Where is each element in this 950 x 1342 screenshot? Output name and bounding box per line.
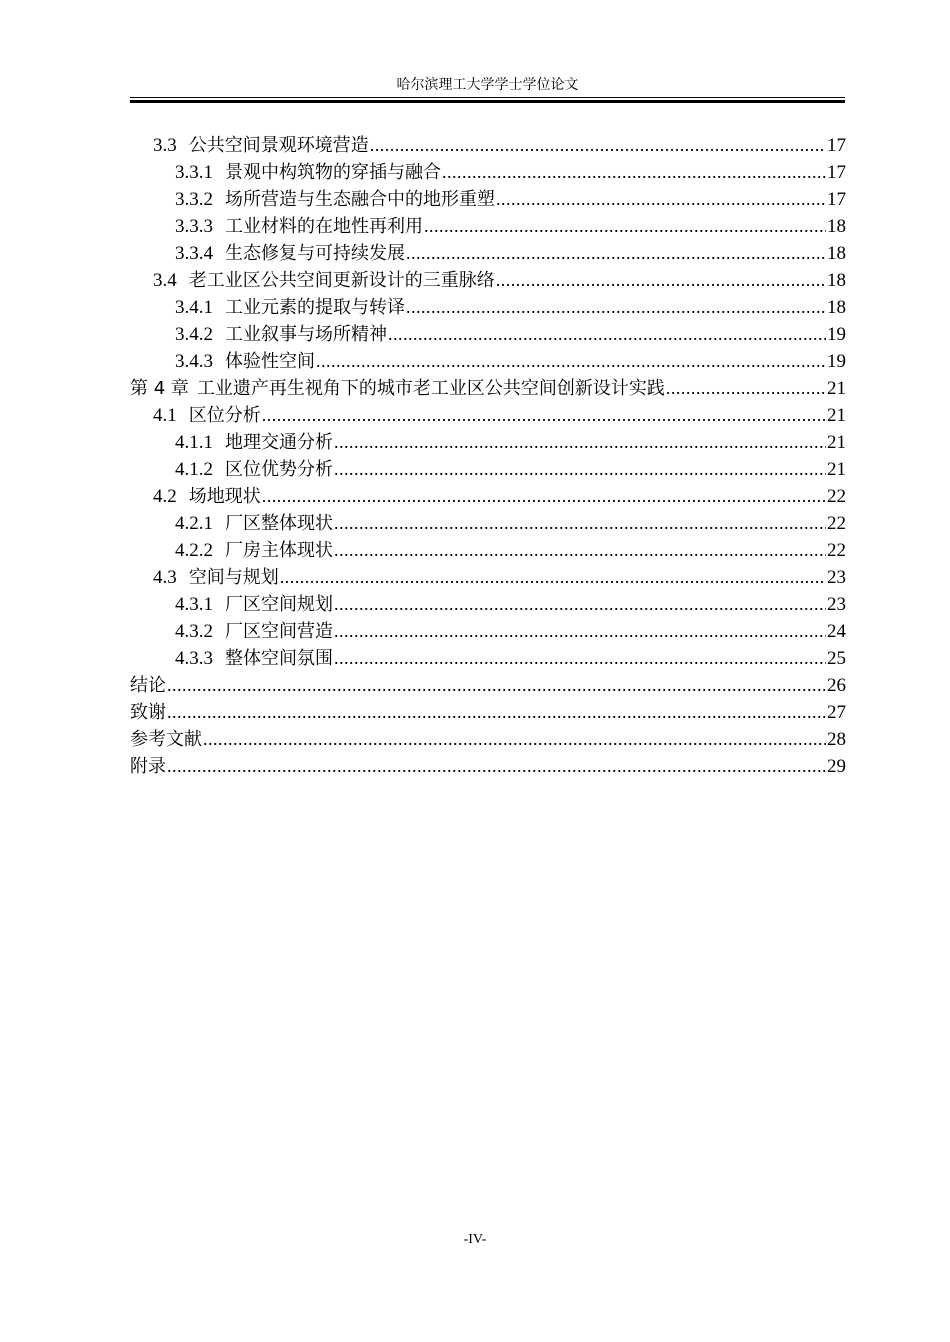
toc-dot-leader [280, 564, 826, 591]
toc-entry-page: 21 [827, 378, 846, 399]
toc-entry-number: 4.3 [153, 567, 177, 588]
toc-entry[interactable] [130, 699, 846, 726]
toc-entry-page: 18 [827, 270, 846, 291]
toc-entry-title: 地理交通分析 [225, 432, 333, 453]
toc-entry[interactable] [130, 564, 846, 591]
toc-entry[interactable] [130, 267, 846, 294]
toc-entry[interactable] [130, 186, 846, 213]
toc-entry-title: 场所营造与生态融合中的地形重塑 [225, 189, 495, 210]
toc-entry[interactable] [130, 483, 846, 510]
toc-entry-number: 3.4.1 [175, 297, 213, 318]
toc-entry[interactable] [130, 321, 846, 348]
toc-entry-title: 结论 [130, 675, 166, 696]
toc-entry-title: 工业遗产再生视角下的城市老工业区公共空间创新设计实践 [196, 378, 665, 399]
toc-dot-leader [262, 483, 826, 510]
toc-entry-page: 18 [827, 216, 846, 237]
toc-entry[interactable] [130, 726, 846, 753]
toc-entry-title: 工业材料的在地性再利用 [225, 216, 423, 237]
toc-entry-title: 区位优势分析 [225, 459, 333, 480]
toc-dot-leader [370, 132, 826, 159]
toc-dot-leader [666, 375, 826, 402]
toc-entry-number: 3.3.1 [175, 162, 213, 183]
toc-entry-number: 3.4.2 [175, 324, 213, 345]
toc-entry[interactable] [130, 375, 846, 402]
toc-entry[interactable] [130, 429, 846, 456]
toc-entry-page: 29 [827, 756, 846, 777]
toc-entry-title: 工业叙事与场所精神 [225, 324, 387, 345]
toc-dot-leader [424, 213, 826, 240]
toc-entry-number: 4.2 [153, 486, 177, 507]
toc-entry-page: 26 [827, 675, 846, 696]
toc-entry-page: 19 [827, 324, 846, 345]
toc-entry-page: 18 [827, 297, 846, 318]
toc-entry[interactable] [130, 618, 846, 645]
toc-dot-leader [334, 645, 826, 672]
table-of-contents [130, 132, 846, 780]
running-header: 哈尔滨理工大学学士学位论文 [396, 77, 579, 93]
toc-entry-number: 3.3.2 [175, 189, 213, 210]
toc-entry-page: 18 [827, 243, 846, 264]
toc-entry-title: 景观中构筑物的穿插与融合 [225, 162, 441, 183]
toc-dot-leader [388, 321, 826, 348]
toc-entry[interactable] [130, 510, 846, 537]
toc-entry[interactable] [130, 159, 846, 186]
toc-entry-title: 厂区空间营造 [225, 621, 333, 642]
toc-entry[interactable] [130, 591, 846, 618]
toc-entry-title: 场地现状 [188, 486, 261, 507]
toc-entry-title: 工业元素的提取与转译 [225, 297, 405, 318]
toc-dot-leader [406, 294, 826, 321]
toc-entry-page: 17 [827, 162, 846, 183]
toc-entry-title: 厂房主体现状 [225, 540, 333, 561]
toc-entry-number: 4.2.2 [175, 540, 213, 561]
toc-entry-page: 25 [827, 648, 846, 669]
toc-entry-title: 厂区整体现状 [225, 513, 333, 534]
toc-dot-leader [442, 159, 826, 186]
toc-entry[interactable] [130, 672, 846, 699]
toc-entry-title: 致谢 [130, 702, 166, 723]
header-rule-thick [130, 100, 845, 103]
toc-entry-page: 22 [827, 486, 846, 507]
toc-entry-page: 21 [827, 405, 846, 426]
toc-entry-title: 老工业区公共空间更新设计的三重脉络 [188, 270, 495, 291]
toc-entry[interactable] [130, 348, 846, 375]
toc-entry-number: 第 4 章 [130, 378, 189, 399]
toc-entry-title: 公共空间景观环境营造 [188, 135, 369, 156]
toc-entry[interactable] [130, 240, 846, 267]
toc-entry-page: 27 [827, 702, 846, 723]
toc-dot-leader [496, 186, 826, 213]
toc-entry-title: 附录 [130, 756, 166, 777]
toc-dot-leader [262, 402, 826, 429]
toc-entry[interactable] [130, 753, 846, 780]
toc-dot-leader [334, 537, 826, 564]
toc-entry-number: 3.3.3 [175, 216, 213, 237]
toc-entry-page: 22 [827, 540, 846, 561]
toc-entry[interactable] [130, 402, 846, 429]
toc-entry-number: 4.3.3 [175, 648, 213, 669]
toc-dot-leader [334, 456, 826, 483]
toc-entry-number: 3.4.3 [175, 351, 213, 372]
toc-entry[interactable] [130, 456, 846, 483]
toc-dot-leader [334, 591, 826, 618]
toc-entry-title: 区位分析 [188, 405, 261, 426]
toc-entry-title: 参考文献 [130, 729, 202, 750]
toc-dot-leader [167, 699, 826, 726]
toc-entry-title: 空间与规划 [188, 567, 279, 588]
toc-dot-leader [167, 753, 826, 780]
toc-entry-number: 4.2.1 [175, 513, 213, 534]
toc-entry-title: 厂区空间规划 [225, 594, 333, 615]
toc-entry-title: 体验性空间 [225, 351, 315, 372]
toc-entry-page: 24 [827, 621, 846, 642]
toc-dot-leader [316, 348, 826, 375]
toc-entry-page: 19 [827, 351, 846, 372]
toc-entry[interactable] [130, 645, 846, 672]
toc-entry-page: 23 [827, 567, 846, 588]
toc-entry-page: 28 [827, 729, 846, 750]
toc-entry[interactable] [130, 294, 846, 321]
toc-dot-leader [334, 429, 826, 456]
toc-entry-number: 4.1.1 [175, 432, 213, 453]
toc-dot-leader [406, 240, 826, 267]
page-number: -IV- [463, 1232, 487, 1247]
toc-entry-page: 21 [827, 432, 846, 453]
toc-entry-number: 4.3.1 [175, 594, 213, 615]
toc-entry-title: 生态修复与可持续发展 [225, 243, 405, 264]
toc-dot-leader [167, 672, 826, 699]
toc-entry-number: 3.3.4 [175, 243, 213, 264]
toc-entry-title: 整体空间氛围 [225, 648, 333, 669]
toc-entry-page: 22 [827, 513, 846, 534]
toc-entry-number: 4.1.2 [175, 459, 213, 480]
toc-entry-page: 17 [827, 189, 846, 210]
toc-entry[interactable] [130, 537, 846, 564]
header-rule-thin [130, 97, 845, 98]
toc-entry[interactable] [130, 213, 846, 240]
toc-dot-leader [496, 267, 826, 294]
toc-entry[interactable] [130, 132, 846, 159]
toc-entry-page: 23 [827, 594, 846, 615]
toc-dot-leader [203, 726, 826, 753]
toc-dot-leader [334, 618, 826, 645]
toc-entry-number: 4.1 [153, 405, 177, 426]
toc-entry-page: 21 [827, 459, 846, 480]
toc-entry-page: 17 [827, 135, 846, 156]
toc-entry-number: 3.4 [153, 270, 177, 291]
toc-entry-number: 3.3 [153, 135, 177, 156]
toc-dot-leader [334, 510, 826, 537]
toc-entry-number: 4.3.2 [175, 621, 213, 642]
